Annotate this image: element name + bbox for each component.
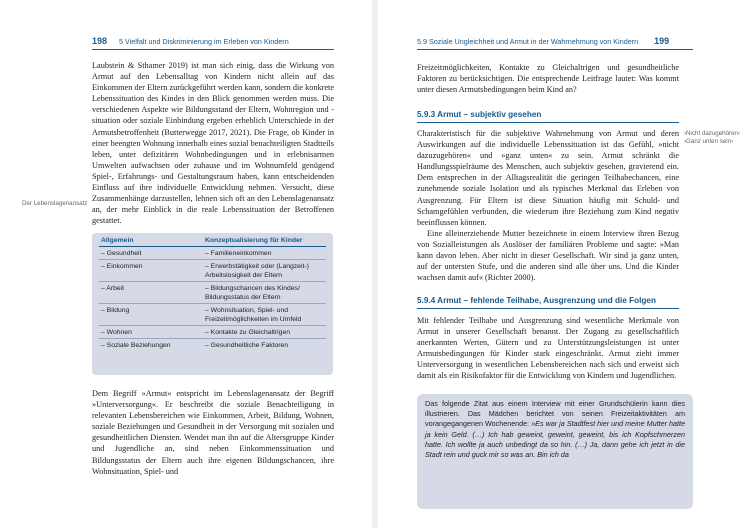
section-heading-5-9-3: 5.9.3 Armut – subjektiv gesehen [417, 110, 542, 119]
margin-note-lebenslagenansatz: Der Lebenslagenansatz [22, 200, 88, 207]
margin-note-nicht-dazugehoeren: ›Nicht dazugehören‹ [684, 130, 741, 137]
interview-quote-box [417, 394, 693, 509]
quote-intro: Das folgende Zitat aus einem Interview mit einer Grundschülerin kann dies illustrieren. Das Mädchen berichtet von seinen Freizeitaktivitäten am vorangegangenen Wochenende: [425, 399, 685, 429]
right-paragraph-1: Freizeitmöglichkeiten, Kontakte zu Gleichaltrigen und gesundheitliche Faktoren zu berücksichtigen. Die entsprechende Leitfrage lautet: Was kommt unter diesen Armutsbedingungen beim Kind an? [417, 63, 679, 95]
left-paragraph-2: Dem Begriff »Armut« entspricht im Lebenslagenansatz der Begriff »Unterversorgung«. Er beschreibt die soziale Benachteiligung in relevanten Lebensbereichen wie Einkommen, Arbeit, Bildung, Wohnen, soziale Beziehungen und Gesundheit in der Versorgung mit sozialen und gesundheitlichen Diensten. Wendet man ihn auf die Altersgruppe Kinder und Jugendliche an, sind neben Einkommenssituation und Bildungsstatus der Eltern auch ihre eigenen Bildungschancen, ihre Wohnsituation, Spiel- und [92, 389, 334, 476]
left-chapter-title: 5 Vielfalt und Diskriminierung im Erleben von Kindern [119, 37, 289, 46]
table-row: – Wohnen – Kontakte zu Gleichaltrigen [99, 326, 326, 339]
table-header-kinder: Konzeptualisierung für Kinder [205, 237, 303, 244]
margin-notes-right [684, 130, 750, 146]
lebenslagen-table [92, 233, 333, 375]
table-row: – Soziale Beziehungen – Gesundheitliche Faktoren [101, 341, 289, 349]
right-header-rule [417, 49, 693, 50]
left-paragraph-1: Laubstein & Sthamer 2019) ist man sich einig, dass die Wirkung von Armut auf den Lebensalltag von Kindern nicht allein auf das Einkommen der Eltern zurückgeführt werden kann, sondern die konkrete Lebenssituation des Kindes in den Blick genommen werden muss. Die verschiedenen Aspekte wie Bildungsstand der Eltern, Wohnregion und -situation oder soziale Einbindung ergeben erheblich Unterschiede in der Armutsbetroffenheit (Butterwegge 2017, 2021). Die Frage, ob Kinder in einer beengten Wohnung innerhalb eines sozial benachteiligten Stadtteils leben, unter defizitären Wohnbedingungen und in erlebnisarmen Umwelten aufwachsen oder zuhause und im Wohnumfeld genügend Spiel-, Erfahrungs- und Gestaltungsraum haben, kann entscheidenden Einfluss auf ihre individuelle Entwicklung nehmen. Versucht, diese Zusammenhänge darzustellen, lehnen sich oft an den Lebenslagenansatz an, der mehr Einblick in die reale Lebenssituation der Betroffenen gestattet. [92, 61, 334, 226]
table-row: – Gesundheit – Familieneinkommen [99, 247, 326, 260]
page-number-left: 198 [92, 36, 108, 46]
right-paragraph-4: Mit fehlender Teilhabe und Ausgrenzung sind wesentliche Merkmale von Armut in unserer Gesellschaft benannt. Der Zugang zu gesellschaftlich anerkannten Werten, Gütern und zu Unterstützungsleistungen ist unter Armutsbedingungen für Kinder stark eingeschränkt. Armut zieht immer Unterversorgung in wesentlichen Lebensbereichen nach sich und erweist sich damit als ein Risikofaktor für die Entwicklung von Kindern und Jugendlichen. [417, 316, 679, 381]
left-page [0, 0, 372, 528]
quote-text: »Es war ja Stadtfest hier und meine Mutter hatte ja kein Geld. (…) Ich hab geweint, geweint, geweint, bis ich Kopfschmerzen hatte. Ich wollte ja auch unbedingt da so hin. (…) Ja, dann gehe ich jetzt in die Stadt rein und guck mir so was an. Bin ich da [425, 419, 686, 460]
table-header-allgemein: Allgemein [101, 237, 134, 244]
right-chapter-title: 5.9 Soziale Ungleichheit und Armut in der Wahrnehmung von Kindern [417, 37, 639, 46]
left-header-rule [92, 49, 334, 50]
table-row: – Arbeit – Bildungschancen des Kindes/ Bildungsstatus der Eltern [99, 282, 326, 304]
section-rule [417, 122, 679, 123]
left-running-head [92, 36, 289, 46]
section-rule [417, 308, 679, 309]
right-running-head [417, 36, 669, 46]
table-row: – Bildung – Wohnsituation, Spiel- und Freizeitmöglichkeiten im Umfeld [99, 304, 326, 326]
margin-note-ganz-unten: ›Ganz unten sein‹ [684, 138, 734, 145]
page-number-right: 199 [654, 36, 670, 46]
section-heading-5-9-4: 5.9.4 Armut – fehlende Teilhabe, Ausgrenzung und die Folgen [417, 296, 656, 305]
right-paragraph-2: Charakteristisch für die subjektive Wahrnehmung von Armut und deren Auswirkungen auf die individuelle Lebenssituation ist das Gefühl, »nicht dazuzugehören« und »ganz unten« zu sein. Armut schränkt die Handlungsspielräume des Menschen, auch subjektiv gesehen, gravierend ein. Dem entsprechen in der Alltagsrealität die geringen Teilhabechancen, eine zunehmende soziale Isolation und als typisches Merkmal das Erleben von Ausgrenzung. Für Eltern ist diese Situation häufig mit Schuld- und Schamgefühlen verbunden, die wiederum ihre Beziehung zum Kind negativ beeinflussen können. Eine alleinerziehende Mutter bezeichnete in einem Interview ihren Bezug von Sozialleistungen als Auslöser der familiären Probleme und sagte: »Man kann davon leben. Aber nicht in dieser Gesellschaft. Wir sind ja ganz unten, auf der untersten Stufe, und die anderen sind alle über uns. Und die Kinder wachsen damit auf« (Richter 2000). [417, 129, 679, 283]
table-header [99, 237, 326, 247]
right-paragraph-3: Eine alleinerziehende Mutter bezeichnete in einem Interview ihren Bezug von Sozialleistungen als Auslöser der familiären Probleme und sagte: »Man kann davon leben. Aber nicht in dieser Gesellschaft. Wir sind ja ganz unten, auf der untersten Stufe, und die anderen sind alle über uns. Und die Kinder wachsen damit auf« (Richter 2000). [417, 228, 679, 283]
table-row: – Einkommen – Erwerbstätigkeit oder (Langzeit-) Arbeitslosigkeit der Eltern [99, 260, 326, 282]
